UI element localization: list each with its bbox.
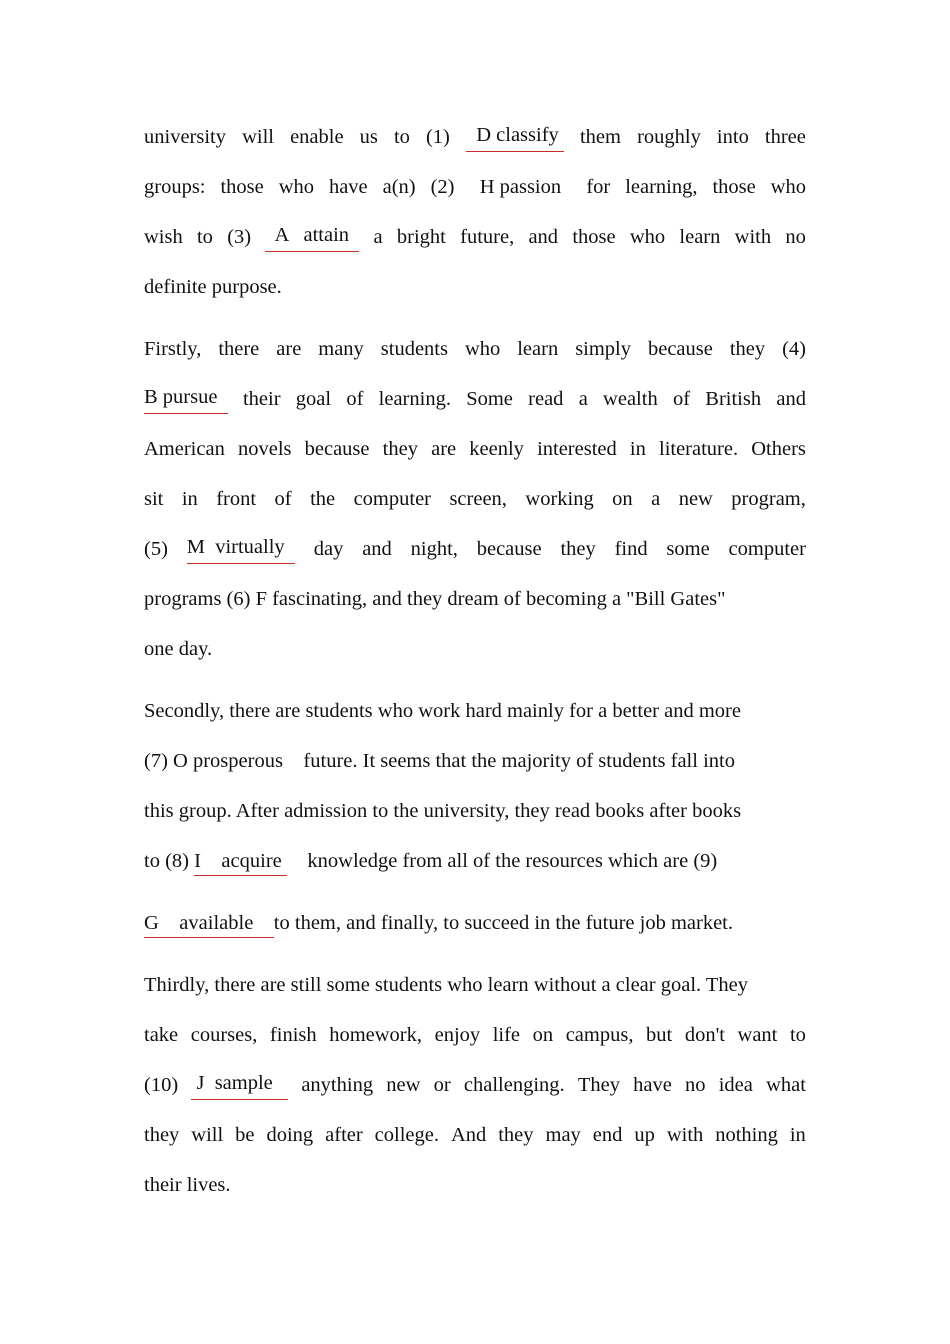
answer-blank-8: I acquire <box>194 848 287 876</box>
word: into <box>716 126 749 148</box>
word: roughly <box>637 126 701 148</box>
word: program, <box>731 488 806 510</box>
word: (5) <box>144 538 168 560</box>
text-line <box>144 434 806 464</box>
line-text: programs (6) F fascinating, and they dream of becoming a "Bill Gates" <box>144 588 726 610</box>
word: learning. <box>378 388 451 410</box>
word: they <box>560 538 596 560</box>
word: learn <box>679 226 721 248</box>
word: they <box>498 1124 534 1146</box>
word: no <box>685 1074 706 1096</box>
word: They <box>577 1074 620 1096</box>
word: night, <box>410 538 458 560</box>
word: they <box>144 1124 180 1146</box>
word: those <box>220 176 264 198</box>
word: wealth <box>603 388 658 410</box>
word: challenging. <box>463 1074 565 1096</box>
word: up <box>634 1124 655 1146</box>
text-line <box>144 122 806 152</box>
word: (1) <box>425 126 450 148</box>
word: future, <box>460 226 515 248</box>
word: a <box>578 388 588 410</box>
word: college. <box>374 1124 439 1146</box>
word: they <box>729 338 766 360</box>
word: be <box>235 1124 255 1146</box>
word: no <box>785 226 806 248</box>
word: end <box>592 1124 623 1146</box>
word: new <box>678 488 713 510</box>
word: because <box>304 438 370 460</box>
word: on <box>532 1024 554 1046</box>
word: who <box>770 176 806 198</box>
word: campus, <box>565 1024 634 1046</box>
word: simply <box>575 338 632 360</box>
text-line <box>144 970 806 1000</box>
line-text: knowledge from all of the resources which are (9) <box>286 850 718 872</box>
word: they <box>382 438 418 460</box>
text-line <box>144 1070 806 1100</box>
word: have <box>633 1074 672 1096</box>
word: of <box>346 388 364 410</box>
word: (10) <box>144 1074 179 1096</box>
word: of <box>672 388 691 410</box>
text-line <box>144 746 806 776</box>
word: Firstly, <box>144 338 202 360</box>
word: in <box>629 438 646 460</box>
text-line <box>144 334 806 364</box>
word: learning, <box>625 176 698 198</box>
word: will <box>242 126 274 148</box>
word: idea <box>718 1074 753 1096</box>
word: on <box>612 488 633 510</box>
word: are <box>276 338 302 360</box>
word: but <box>646 1024 673 1046</box>
word: learn <box>517 338 559 360</box>
text-line <box>144 634 806 664</box>
word: for <box>586 176 611 198</box>
word: find <box>614 538 648 560</box>
word: us <box>359 126 378 148</box>
word: finish <box>269 1024 317 1046</box>
text-line <box>144 1170 806 1200</box>
word: nothing <box>715 1124 778 1146</box>
word: a <box>373 226 383 248</box>
text-line <box>144 534 806 564</box>
answer-blank-4: B pursue <box>144 384 228 414</box>
word: who <box>464 338 501 360</box>
word: many <box>318 338 364 360</box>
word: literature. <box>659 438 739 460</box>
word: keenly <box>469 438 524 460</box>
word: read <box>528 388 564 410</box>
word: computer <box>353 488 431 510</box>
word: because <box>476 538 542 560</box>
answer-2: H passion <box>469 176 572 198</box>
line-text: to them, and finally, to succeed in the future job market. <box>273 912 734 934</box>
word: who <box>629 226 666 248</box>
word: those <box>572 226 616 248</box>
word: (4) <box>782 338 806 360</box>
word: Some <box>466 388 513 410</box>
word: American <box>144 438 225 460</box>
word: with <box>734 226 772 248</box>
text-line <box>144 484 806 514</box>
word: screen, <box>449 488 507 510</box>
word: have <box>328 176 368 198</box>
word: to <box>393 126 410 148</box>
word: novels <box>237 438 292 460</box>
word: and <box>528 226 559 248</box>
word: interested <box>537 438 617 460</box>
text-line <box>144 584 806 614</box>
word: doing <box>266 1124 314 1146</box>
answer-blank-5: M virtually <box>187 534 295 564</box>
word: them <box>579 126 621 148</box>
word: are <box>431 438 457 460</box>
word: and <box>362 538 392 560</box>
word: new <box>386 1074 421 1096</box>
line-text: to (8) <box>144 850 195 872</box>
word: and <box>776 388 806 410</box>
word: homework, <box>329 1024 423 1046</box>
word: because <box>647 338 713 360</box>
word: groups: <box>144 176 206 198</box>
word: take <box>144 1024 179 1046</box>
word: there <box>218 338 260 360</box>
word: life <box>492 1024 521 1046</box>
line-text: definite purpose. <box>144 276 282 298</box>
line-text: their lives. <box>144 1174 231 1196</box>
line-text: this group. After admission to the university, they read books after books <box>144 800 742 822</box>
word: goal <box>295 388 332 410</box>
word: a <box>651 488 661 510</box>
word: anything <box>301 1074 374 1096</box>
answer-blank-9: G available <box>144 910 274 938</box>
word: sit <box>144 488 164 510</box>
text-line <box>144 384 806 414</box>
word: to <box>196 226 213 248</box>
text-line <box>144 696 806 726</box>
word: to <box>789 1024 806 1046</box>
answer-blank-10: J sample <box>191 1070 288 1100</box>
word: (3) <box>227 226 252 248</box>
word: after <box>325 1124 363 1146</box>
word: bright <box>396 226 446 248</box>
line-text: Thirdly, there are still some students who learn without a clear goal. They <box>144 974 749 996</box>
word: want <box>737 1024 778 1046</box>
word: courses, <box>190 1024 258 1046</box>
text-line <box>144 172 806 202</box>
word: the <box>310 488 336 510</box>
text-line <box>144 796 806 826</box>
word: of <box>274 488 292 510</box>
line-text: (7) O prosperous future. It seems that the majority of students fall into <box>144 750 735 772</box>
word: with <box>666 1124 704 1146</box>
word: some <box>666 538 710 560</box>
word: computer <box>728 538 806 560</box>
word: in <box>789 1124 806 1146</box>
word: or <box>433 1074 451 1096</box>
text-line <box>144 908 806 938</box>
answer-blank-1: D classify <box>466 122 564 152</box>
word: three <box>764 126 806 148</box>
word: those <box>712 176 756 198</box>
line-text: Secondly, there are students who work hard mainly for a better and more <box>144 700 741 722</box>
word: enable <box>290 126 344 148</box>
text-line <box>144 846 806 876</box>
word: what <box>766 1074 806 1096</box>
text-line <box>144 1120 806 1150</box>
word: students <box>380 338 448 360</box>
word: (2) <box>430 176 455 198</box>
line-text: one day. <box>144 638 213 660</box>
text-line <box>144 272 806 302</box>
word: Others <box>751 438 806 460</box>
word: front <box>216 488 257 510</box>
word: And <box>450 1124 487 1146</box>
word: British <box>705 388 762 410</box>
word: their <box>242 388 281 410</box>
word: will <box>191 1124 224 1146</box>
word: may <box>545 1124 581 1146</box>
word: don't <box>684 1024 725 1046</box>
word: working <box>525 488 594 510</box>
word: who <box>278 176 314 198</box>
word: a(n) <box>382 176 416 198</box>
word: wish <box>144 226 183 248</box>
answer-blank-3: A attain <box>265 222 359 252</box>
text-line <box>144 1020 806 1050</box>
word: university <box>144 126 226 148</box>
word: in <box>181 488 198 510</box>
text-line <box>144 222 806 252</box>
word: day <box>313 538 344 560</box>
word: enjoy <box>434 1024 481 1046</box>
